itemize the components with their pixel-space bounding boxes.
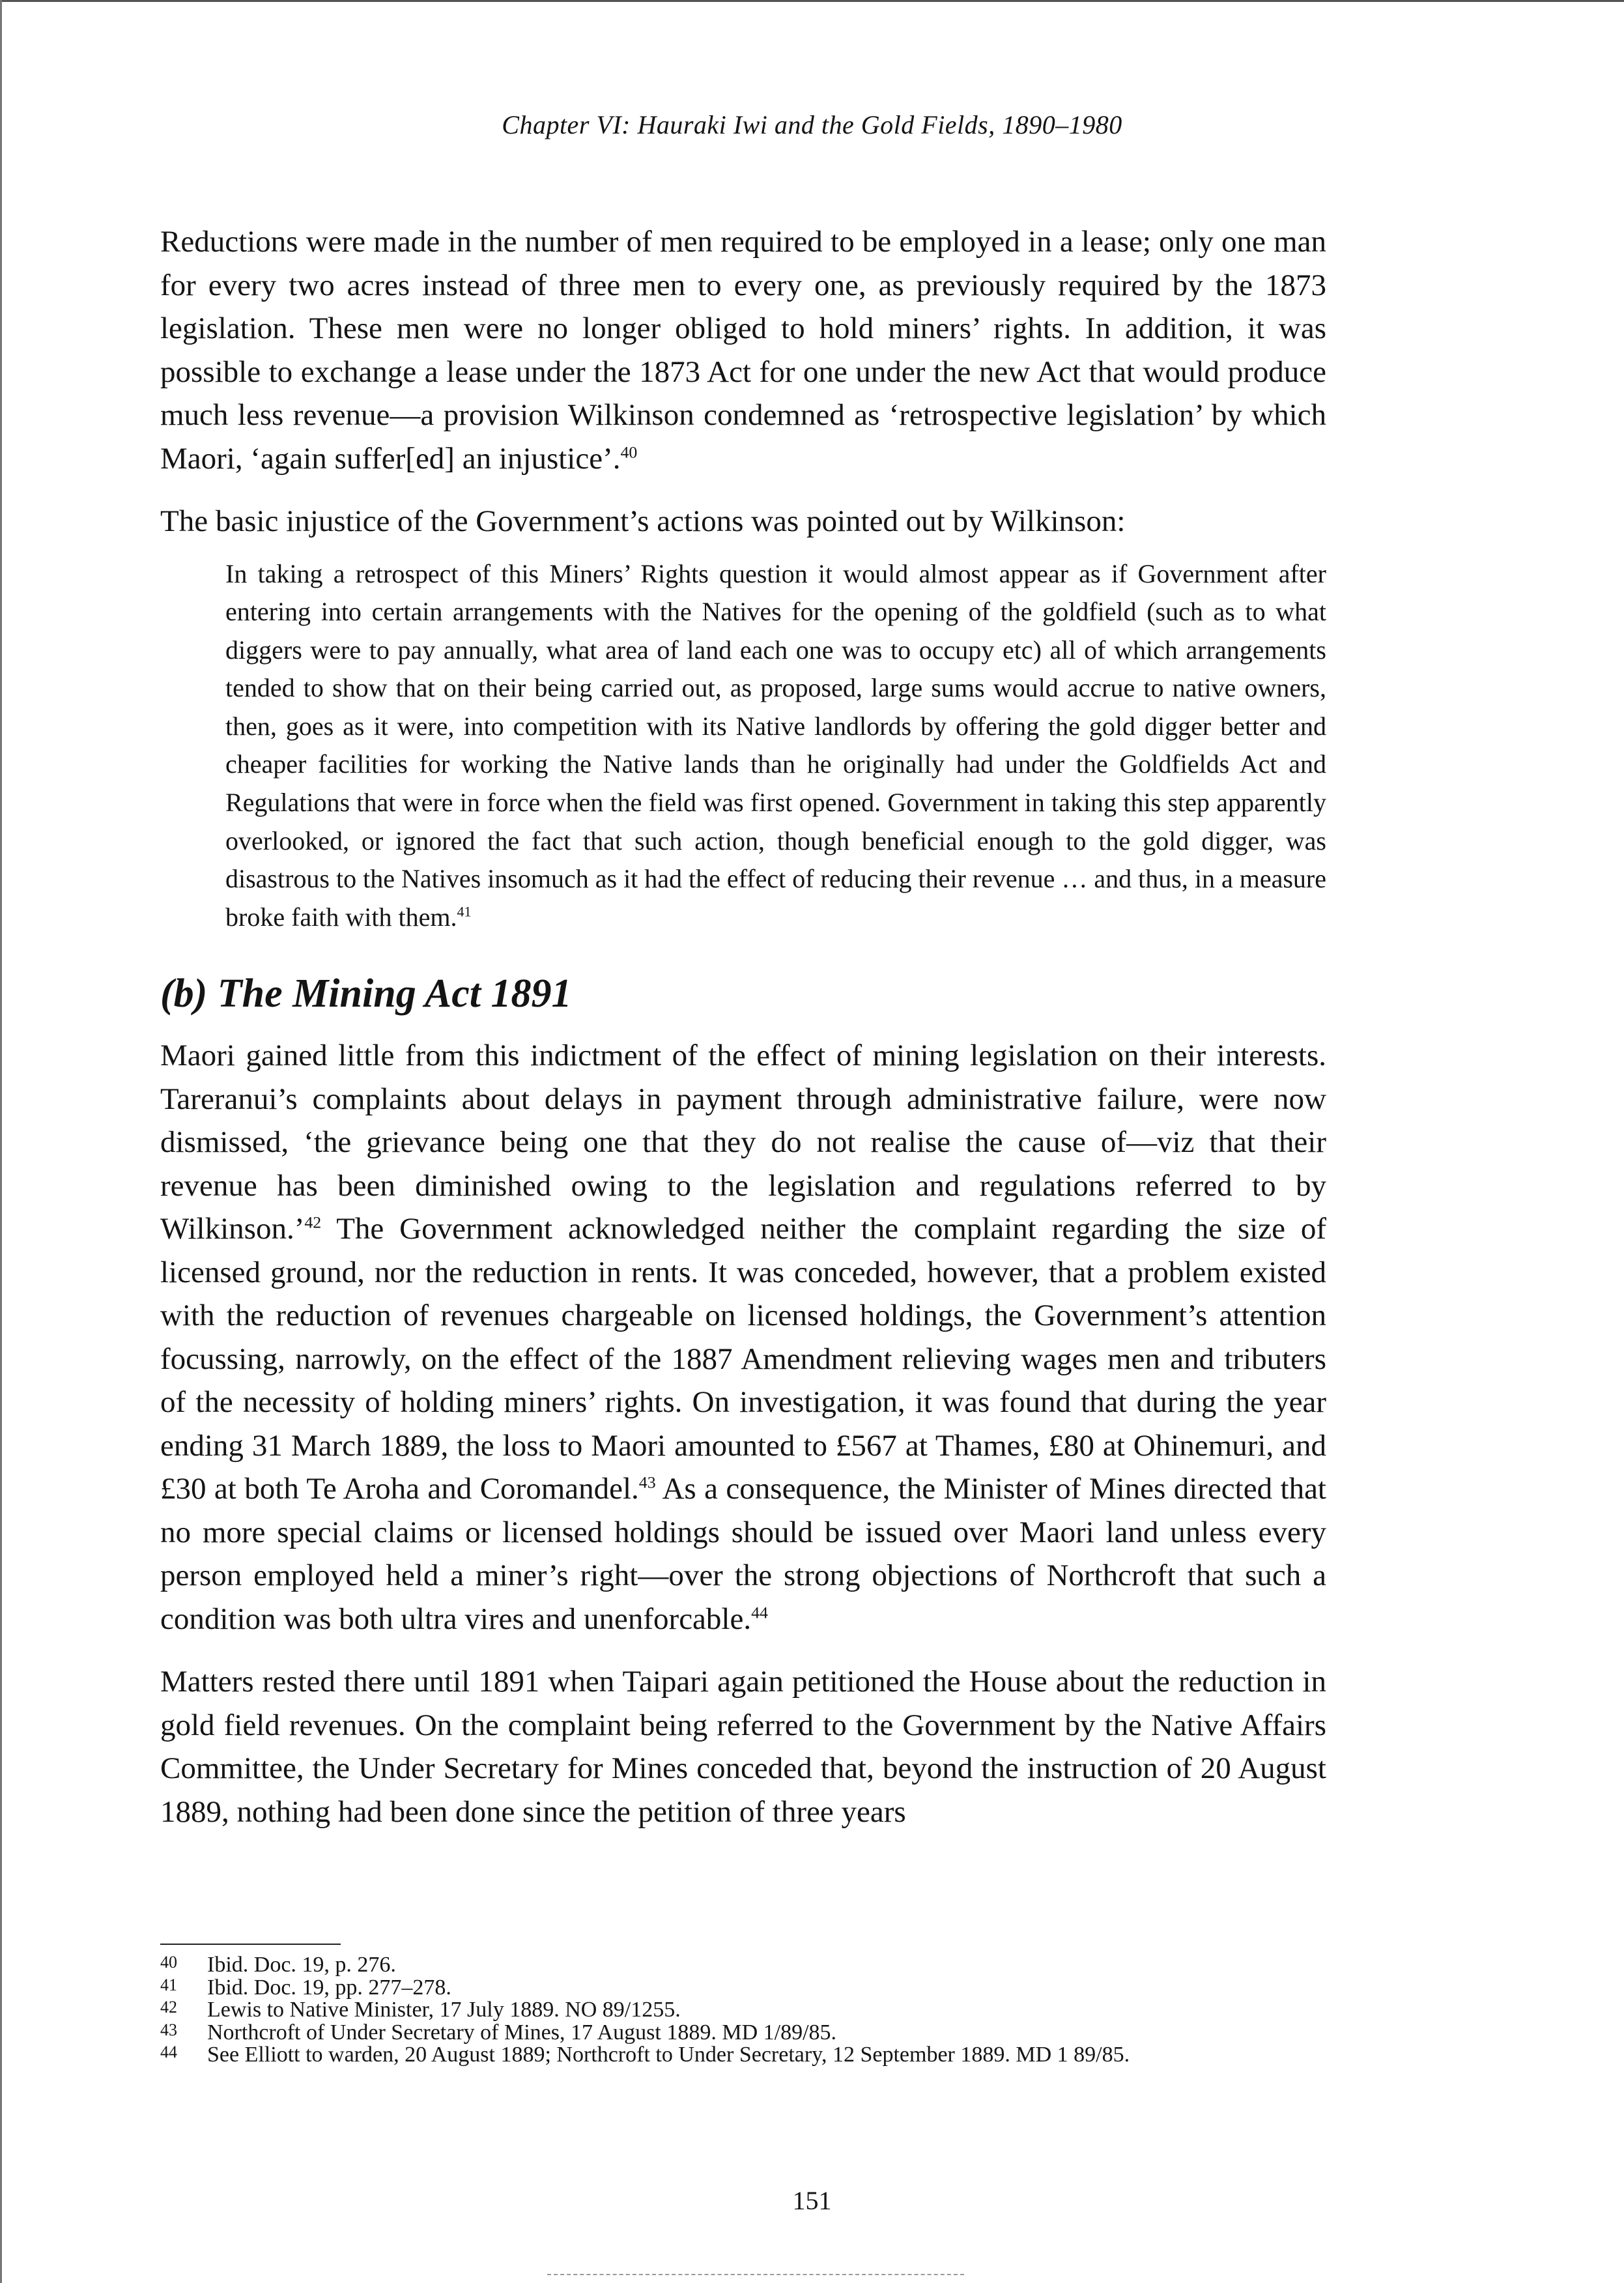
footnote-text: Northcroft of Under Secretary of Mines, 17 August 1889. MD 1/89/85. xyxy=(207,2020,837,2045)
footnote-41 xyxy=(160,1977,1326,2000)
footnote-44 xyxy=(160,2044,1326,2067)
page-edge-top xyxy=(0,0,1624,2)
paragraph-text: Reductions were made in the number of men required to be employed in a lease; only one man for every two acres instead of three men to every one, as previously required by the 1873 legislation. These men were no longer obliged to hold miners’ rights. In addition, it was possible to exchange a lease under the 1873 Act for one under the new Act that would produce much less revenue—a provision Wilkinson condemned as ‘retrospective legislation’ by which Maori, ‘again suffer[ed] an injustice’. xyxy=(160,225,1326,476)
paragraph-text-part2: The Government acknowledged neither the complaint regarding the size of licensed ground, nor the reduction in rents. It was conceded, however, that a problem existed with the reduction of revenues chargeable on licensed holdings, the Government’s attention focussing, narrowly, on the effect of the 1887 Amendment relieving wages men and tributers of the necessity of holding miners’ rights. On investigation, it was found that during the year ending 31 March 1889, the loss to Maori amounted to £567 at Thames, £80 at Ohinemuri, and £30 at both Te Aroha and Coromandel. xyxy=(160,1212,1326,1506)
footnote-text: See Elliott to warden, 20 August 1889; Northcroft to Under Secretary, 12 September 1889. MD 1 89/85. xyxy=(207,2043,1130,2067)
footnote-text: Ibid. Doc. 19, pp. 277–278. xyxy=(207,1975,451,2000)
section-heading: (b) The Mining Act 1891 xyxy=(160,971,572,1016)
footnote-42 xyxy=(160,1999,1326,2022)
footnote-43 xyxy=(160,2022,1326,2045)
footnote-ref-41[interactable]: 41 xyxy=(457,903,472,920)
footnote-number: 44 xyxy=(160,2043,177,2061)
main-text xyxy=(160,220,1326,1853)
quote-text: In taking a retrospect of this Miners’ Rights question it would almost appear as if Government after entering into certain arrangements with the Natives for the opening of the goldfield (such as to what diggers were to pay annually, what area of land each one was to occupy etc) all of which arrangements tended to show that on their being carried out, as proposed, large sums would accrue to native owners, then, goes as it were, into competition with its Native landlords by offering the gold digger better and cheaper facilities for working the Native lands than he originally had under the Goldfields Act and Regulations that were in force when the field was first opened. Government in taking this step apparently overlooked, or ignored the fact that such action, though beneficial enough to the gold digger, was disastrous to the Natives insomuch as it had the effect of reducing their revenue … and thus, in a measure broke faith with them. xyxy=(225,558,1326,932)
paragraph-text: The basic injustice of the Government’s actions was pointed out by Wilkinson: xyxy=(160,504,1126,538)
paragraph-basic-injustice xyxy=(160,500,1326,543)
footnote-ref-43[interactable]: 43 xyxy=(638,1472,656,1492)
footnote-number: 43 xyxy=(160,2020,177,2039)
footnote-text: Lewis to Native Minister, 17 July 1889. NO 89/1255. xyxy=(207,1998,681,2022)
footnote-number: 41 xyxy=(160,1975,177,1994)
footnote-text: Ibid. Doc. 19, p. 276. xyxy=(207,1953,396,1977)
footnote-ref-44[interactable]: 44 xyxy=(751,1603,768,1622)
paragraph-maori-gained xyxy=(160,1034,1326,1641)
paragraph-reductions xyxy=(160,220,1326,480)
page-number: 151 xyxy=(792,2186,832,2215)
footnote-number: 40 xyxy=(160,1953,177,1972)
footnote-ref-42[interactable]: 42 xyxy=(304,1213,322,1232)
paragraph-matters-rested: Matters rested there until 1891 when Taipari again petitioned the House about the reduction in gold field revenues. On the complaint being referred to the Government by the Native Affairs Committee, the Under Secretary for Mines conceded that, beyond the instruction of 20 August 1889, nothing had been done since the petition of three years xyxy=(160,1665,1326,1829)
paragraph-text-part3: As a consequence, the Minister of Mines directed that no more special claims or licensed holdings should be issued over Maori land unless every person employed held a miner’s right—over the strong objections of Northcroft that such a condition was both ultra vires and unenforcable. xyxy=(160,1472,1326,1636)
footnote-divider xyxy=(160,1944,341,1945)
paragraph-text-part1: Maori gained little from this indictment of the effect of mining legislation on their interests. Tareranui’s complaints about delays in payment through administrative failure, were now dismissed, ‘the grievance being one that they do not realise the cause of—viz that their revenue has been diminished owing to the legislation and regulations referred to by Wilkinson.’ xyxy=(160,1039,1326,1246)
footnote-ref-40[interactable]: 40 xyxy=(620,442,638,461)
footnotes xyxy=(160,1954,1326,2067)
block-quote-wilkinson xyxy=(225,555,1326,937)
footnote-number: 42 xyxy=(160,1998,177,2017)
running-head: Chapter VI: Hauraki Iwi and the Gold Fields, 1890–1980 xyxy=(502,110,1122,139)
page-edge-bottom xyxy=(547,2274,964,2276)
page-edge-left xyxy=(0,0,2,2283)
footnote-40 xyxy=(160,1954,1326,1977)
